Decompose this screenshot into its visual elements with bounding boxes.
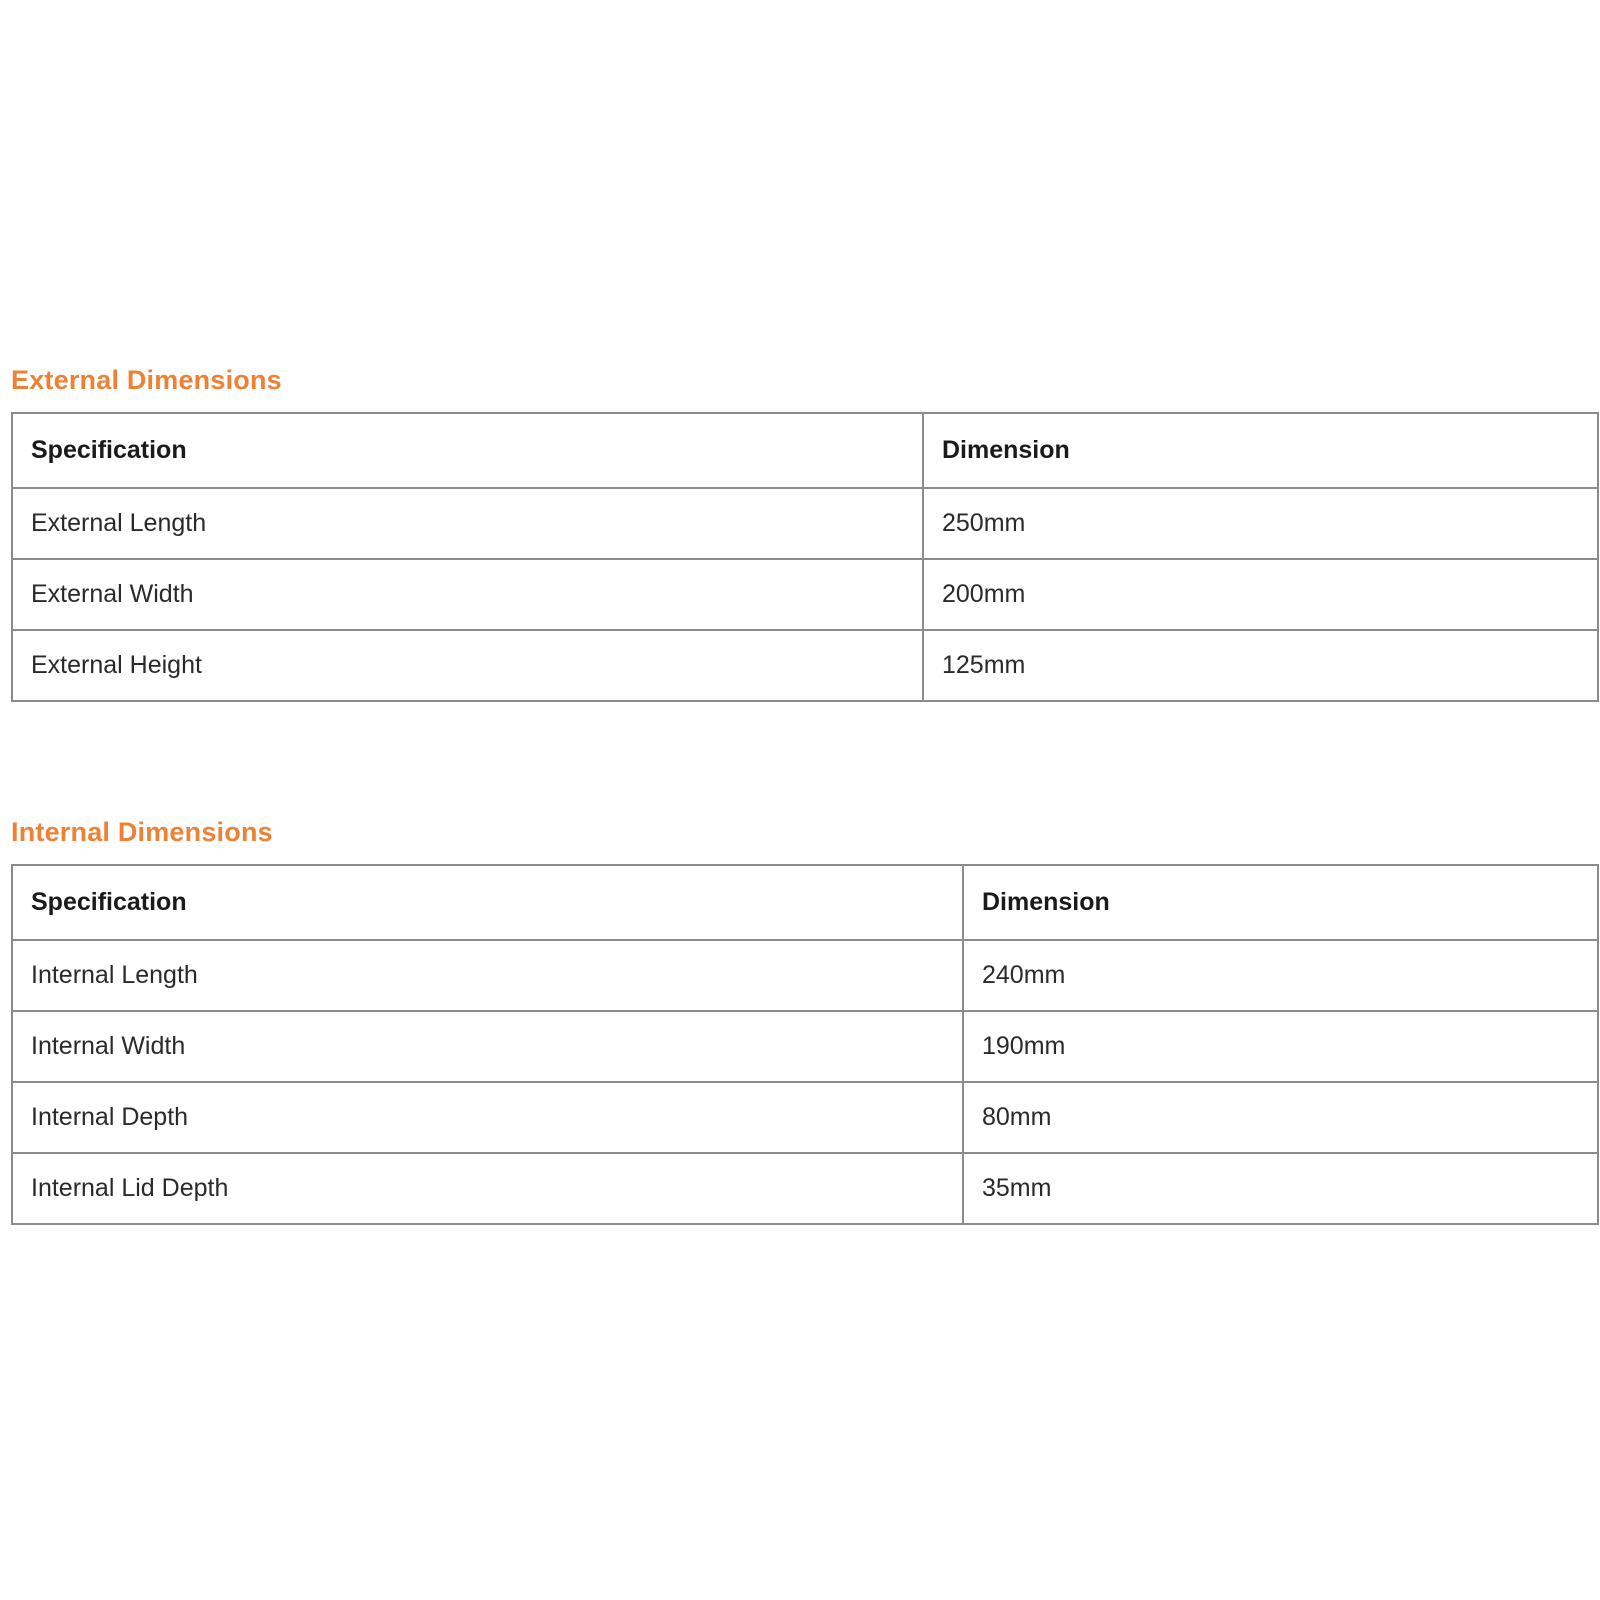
spec-name-cell: External Length xyxy=(12,488,923,559)
internal-dimensions-section xyxy=(11,812,1600,1225)
table-row xyxy=(12,1082,1598,1153)
spec-name-cell: Internal Depth xyxy=(12,1082,963,1153)
external-dimensions-section xyxy=(11,360,1600,702)
spec-table xyxy=(11,412,1599,702)
dimension-value-cell: 190mm xyxy=(963,1011,1598,1082)
spec-name-cell: Internal Width xyxy=(12,1011,963,1082)
dimension-value-cell: 250mm xyxy=(923,488,1598,559)
dimension-value-cell: 35mm xyxy=(963,1153,1598,1224)
table-header-row xyxy=(12,413,1598,488)
table-row xyxy=(12,559,1598,630)
column-header-specification: Specification xyxy=(12,413,923,488)
spec-name-cell: Internal Length xyxy=(12,940,963,1011)
table-header-row xyxy=(12,865,1598,940)
table-row xyxy=(12,1153,1598,1224)
dimension-value-cell: 240mm xyxy=(963,940,1598,1011)
column-header-dimension: Dimension xyxy=(923,413,1598,488)
column-header-dimension: Dimension xyxy=(963,865,1598,940)
table-row xyxy=(12,630,1598,701)
spec-name-cell: External Width xyxy=(12,559,923,630)
spec-name-cell: External Height xyxy=(12,630,923,701)
dimension-value-cell: 200mm xyxy=(923,559,1598,630)
dimension-value-cell: 125mm xyxy=(923,630,1598,701)
table-row xyxy=(12,488,1598,559)
spec-name-cell: Internal Lid Depth xyxy=(12,1153,963,1224)
table-row xyxy=(12,1011,1598,1082)
dimension-value-cell: 80mm xyxy=(963,1082,1598,1153)
table-row xyxy=(12,940,1598,1011)
section-heading: Internal Dimensions xyxy=(11,817,273,847)
column-header-specification: Specification xyxy=(12,865,963,940)
spec-table xyxy=(11,864,1599,1225)
section-heading: External Dimensions xyxy=(11,365,282,395)
